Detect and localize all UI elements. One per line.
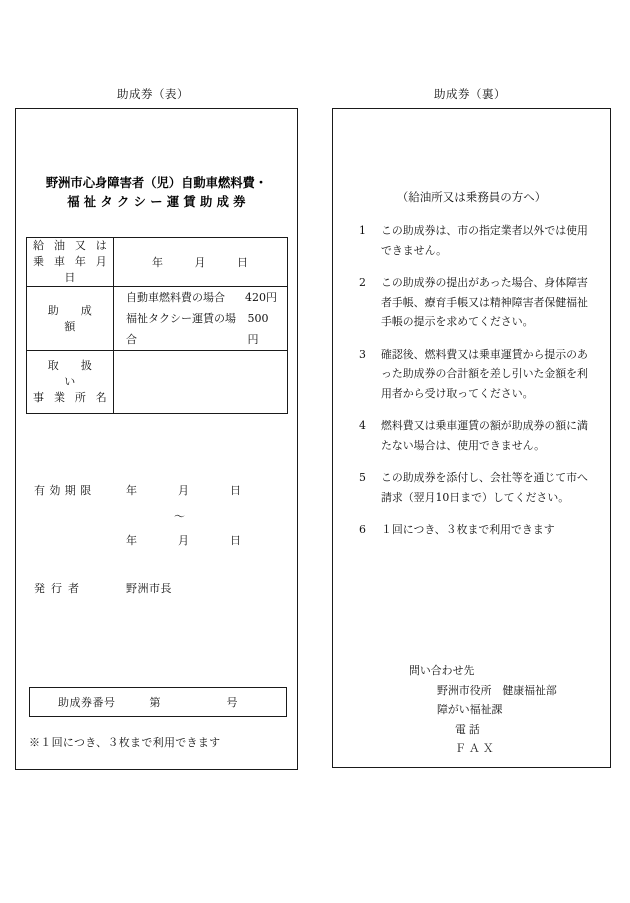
- date-day-label: 日: [237, 256, 249, 269]
- list-item: [359, 221, 589, 260]
- list-item: [359, 468, 589, 507]
- validity-end-month: 月: [178, 534, 189, 547]
- ticket-number-box[interactable]: [29, 687, 287, 717]
- list-item: [359, 520, 589, 540]
- list-item: [359, 345, 589, 404]
- list-item-number: 6: [359, 523, 366, 536]
- list-item-text: １回につき、３枚まで利用できます: [381, 523, 555, 536]
- back-card: [332, 108, 611, 768]
- document-title-line2: 福祉タクシー運賃助成券: [67, 194, 250, 209]
- contact-division: 障がい福祉課: [437, 703, 503, 716]
- row-value-amount: [114, 287, 288, 351]
- list-item: [359, 416, 589, 455]
- date-placeholder-line: [114, 254, 287, 270]
- amount-label-taxi: 福祉タクシー運賃の場合: [126, 312, 236, 346]
- contact-block: [409, 661, 557, 759]
- list-item-number: 2: [359, 276, 366, 289]
- back-card-title: 助成券（裏）: [434, 87, 506, 101]
- list-item-text: この助成券は、市の指定業者以外では使用できません。: [381, 224, 588, 257]
- validity-start-day: 日: [230, 484, 241, 497]
- row-label-amount: [27, 287, 114, 351]
- validity-tilde: 〜: [174, 510, 185, 523]
- date-year-label: 年: [152, 256, 164, 269]
- amount-value-taxi: 500円: [247, 312, 269, 346]
- list-item-number: 3: [359, 347, 366, 361]
- list-item: [359, 273, 589, 332]
- row-label-date-line2: 乗 車 年 月 日: [33, 255, 110, 284]
- amount-label-fuel: 自動車燃料費の場合: [126, 291, 225, 304]
- table-row-date: [27, 238, 288, 287]
- validity-row-end: [34, 532, 284, 558]
- ticket-number-suffix: 号: [226, 696, 238, 709]
- row-label-office: [27, 351, 114, 414]
- issuer-row: [34, 580, 284, 596]
- front-card: [15, 108, 298, 770]
- validity-start-month: 月: [178, 484, 189, 497]
- table-row-amount: [27, 287, 288, 351]
- date-month-label: 月: [194, 256, 207, 269]
- list-item-number: 5: [359, 471, 366, 484]
- row-value-office[interactable]: [114, 351, 288, 414]
- back-instruction-list: [359, 221, 589, 553]
- issuer-label: 発行者: [34, 582, 85, 595]
- validity-end-day: 日: [230, 534, 241, 547]
- front-usage-note: ※１回につき、３枚まで利用できます: [29, 736, 221, 749]
- contact-fax-label: ＦＡＸ: [455, 742, 497, 755]
- validity-start-year: 年: [126, 484, 137, 497]
- amount-row-fuel: [126, 287, 277, 308]
- row-label-date-line1: 給 油 又 は: [33, 239, 110, 252]
- list-item-text: この助成券の提出があった場合、身体障害者手帳、療育手帳又は精神障害者保健福祉手帳の提示を求めてください。: [381, 276, 588, 328]
- front-card-title: 助成券（表）: [117, 87, 189, 101]
- validity-date-start[interactable]: [126, 482, 284, 498]
- row-label-date: [27, 238, 114, 287]
- row-label-amount-text: 助 成 額: [47, 303, 114, 333]
- list-item-number: 1: [359, 224, 366, 237]
- row-label-office-line2: 事 業 所 名: [33, 391, 110, 404]
- back-heading: （給油所又は乗務員の方へ）: [396, 190, 547, 204]
- validity-block: [34, 482, 284, 596]
- list-item-text: 燃料費又は乗車運賃の額が助成券の額に満たない場合は、使用できません。: [381, 419, 588, 452]
- validity-end-year: 年: [126, 534, 137, 547]
- ticket-number-label: 助成券番号: [58, 696, 116, 709]
- table-row-office: [27, 351, 288, 414]
- contact-office: 野洲市役所 健康福祉部: [437, 683, 557, 697]
- amount-list: [114, 287, 287, 350]
- contact-title: 問い合わせ先: [409, 664, 475, 677]
- voucher-info-table: [26, 237, 288, 414]
- ticket-number-prefix: 第: [149, 696, 161, 709]
- row-label-office-line1: 取 扱 い: [47, 359, 114, 388]
- amount-row-taxi: [126, 308, 277, 350]
- contact-phone-label: 電話: [455, 722, 483, 736]
- issuer-name: 野洲市長: [126, 582, 172, 595]
- validity-date-end[interactable]: [126, 532, 284, 548]
- document-title: [16, 173, 297, 211]
- list-item-text: この助成券を添付し、会社等を通じて市へ請求（翌月10日まで）してください。: [381, 471, 588, 504]
- validity-row-start: [34, 482, 284, 508]
- row-value-date[interactable]: [114, 238, 288, 287]
- validity-label: 有効期限: [34, 484, 96, 497]
- list-item-number: 4: [359, 419, 366, 432]
- document-title-line1: 野洲市心身障害者（児）自動車燃料費・: [45, 175, 268, 190]
- list-item-text: 確認後、燃料費又は乗車運賃から提示のあった助成券の合計額を差し引いた金額を利用者から受け取ってください。: [381, 347, 588, 400]
- amount-value-fuel: 420円: [245, 291, 277, 304]
